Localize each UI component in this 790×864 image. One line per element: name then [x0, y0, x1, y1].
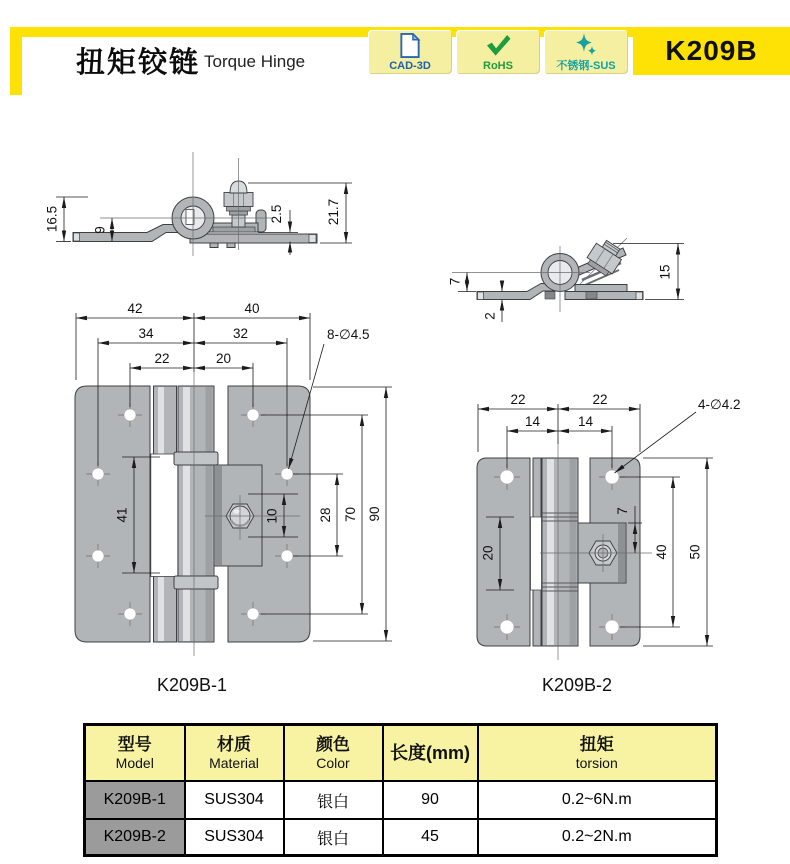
cell-model-1: K209B-1: [85, 781, 185, 819]
page-title-zh: 扭矩铰链: [76, 47, 201, 79]
dim-16-5: 16.5: [44, 205, 60, 233]
drawing-side-view-k209b2: [448, 237, 685, 322]
dim-2-5: 2.5: [269, 204, 284, 224]
dim-10: 10: [264, 508, 280, 524]
cell-material-2: SUS304: [185, 819, 284, 856]
col-torsion-en: torsion: [575, 755, 618, 771]
cell-length-2: 45: [383, 819, 478, 856]
col-header-length: [383, 725, 478, 782]
col-color-en: Color: [316, 755, 350, 771]
cell-length-1: 90: [383, 781, 478, 819]
dim-14-left: 14: [524, 414, 541, 429]
spec-table: [83, 723, 718, 857]
dim-22-left: 22: [510, 392, 526, 407]
cell-material-1: SUS304: [185, 781, 284, 819]
cell-torsion-2: 0.2~2N.m: [478, 819, 717, 856]
dim-15-side: 15: [657, 264, 673, 280]
col-header-torsion: [478, 725, 717, 782]
dim-2-side: 2: [482, 312, 498, 320]
badge-rohs-label: RoHS: [483, 60, 513, 72]
cell-torsion-1: 0.2~6N.m: [478, 781, 717, 819]
cell-color-2: 银白: [284, 819, 383, 856]
drawing-side-view-k209b1: [45, 152, 353, 256]
col-length-zh: 长度(mm): [390, 743, 470, 763]
dim-34: 34: [138, 326, 154, 341]
dim-28: 28: [318, 507, 333, 523]
drawing-front-view-k209b2: [477, 392, 741, 695]
dim-42: 42: [127, 301, 143, 316]
col-model-en: Model: [115, 755, 154, 771]
dim-90: 90: [367, 506, 382, 522]
dim-41: 41: [114, 507, 130, 523]
table-row-k209b2: [85, 819, 717, 856]
dim-20: 20: [215, 351, 232, 366]
badge-cad-3d-label: CAD-3D: [389, 60, 431, 72]
dim-40-front: 40: [654, 544, 669, 560]
page-title-en: Torque Hinge: [204, 52, 306, 71]
dim-21-7: 21.7: [326, 198, 341, 226]
col-material-en: Material: [209, 755, 259, 771]
dim-14-right: 14: [577, 414, 594, 429]
dim-32: 32: [232, 326, 249, 341]
dim-7-front: 7: [615, 507, 630, 515]
col-header-material: [185, 725, 284, 782]
dim-22-right: 22: [592, 392, 608, 407]
dim-holes-4-4-2: 4-∅4.2: [698, 397, 741, 412]
cell-color-1: 银白: [284, 781, 383, 819]
col-header-color: [284, 725, 383, 782]
col-torsion-zh: 扭矩: [579, 735, 614, 754]
col-header-model: [85, 725, 185, 782]
drawing-label-k209b2: K209B-2: [541, 675, 613, 695]
col-color-zh: 颜色: [316, 735, 350, 754]
dim-holes-8-4-5: 8-∅4.5: [327, 327, 370, 342]
col-material-zh: 材质: [217, 735, 251, 754]
dim-50-front: 50: [687, 544, 703, 560]
cell-model-2: K209B-2: [85, 819, 185, 856]
dim-22: 22: [154, 351, 170, 366]
col-model-zh: 型号: [117, 735, 152, 754]
dim-40: 40: [244, 301, 260, 316]
drawing-front-view-k209b1: [75, 301, 392, 695]
part-number: K209B: [665, 35, 758, 66]
dim-20-win: 20: [480, 545, 496, 561]
spec-table-header-row: [85, 725, 717, 782]
dim-9: 9: [92, 226, 108, 234]
dim-70: 70: [343, 506, 358, 523]
dim-7-side: 7: [447, 277, 463, 286]
badge-sus-label: 不锈钢-SUS: [556, 60, 616, 72]
table-row-k209b1: [85, 781, 717, 819]
drawing-label-k209b1: K209B-1: [156, 675, 228, 695]
